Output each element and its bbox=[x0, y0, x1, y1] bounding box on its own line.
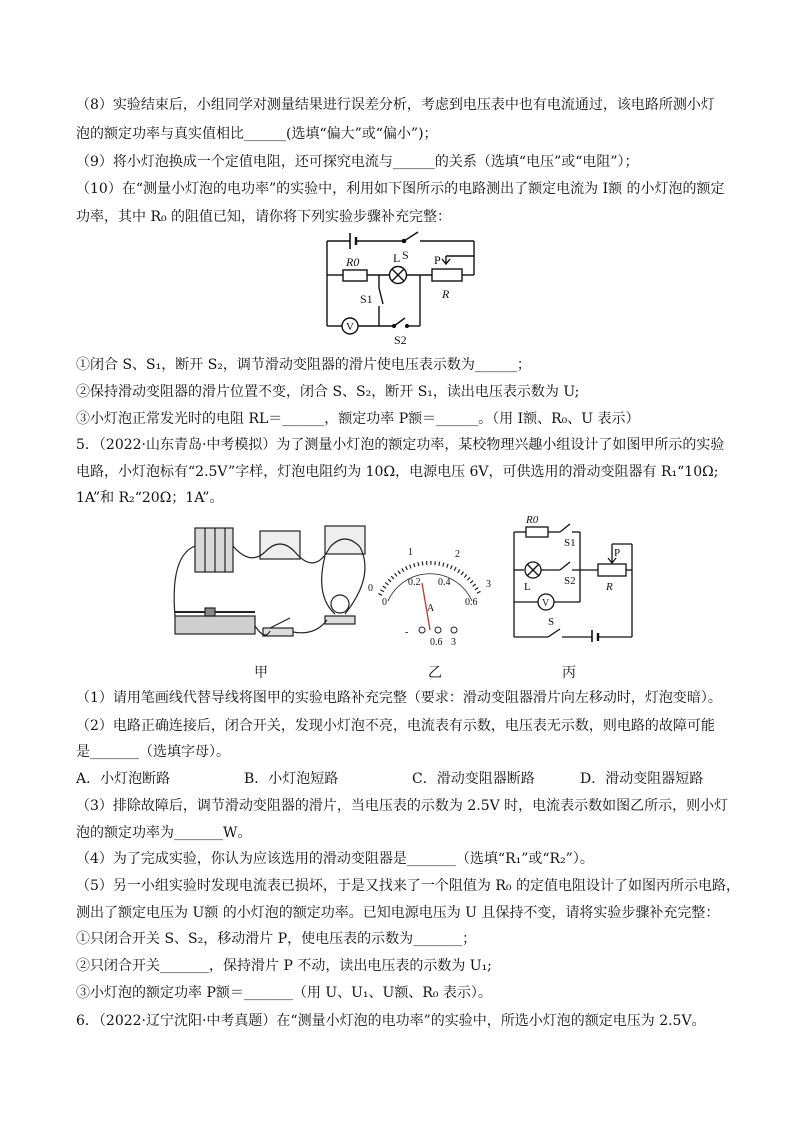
q4-fig-label-R: R bbox=[442, 287, 450, 301]
ammeter-unit: A bbox=[427, 603, 435, 614]
bing-label-S: S bbox=[548, 616, 555, 628]
q5-header-line1: 5．（2022·山东青岛·中考模拟）为了测量小灯泡的额定功率，某校物理兴趣小组设计了如图甲所示的实验 bbox=[76, 437, 725, 453]
ammeter-terminal-3: 3 bbox=[451, 637, 456, 645]
ammeter-bottom-02: 0.2 bbox=[408, 577, 421, 588]
q5-figure-jia-apparatus bbox=[165, 516, 375, 646]
q4-fig-label-S2: S2 bbox=[394, 333, 407, 346]
q5-figure-bing-circuit bbox=[508, 512, 638, 642]
q5-part1: （1）请用笔画线代替导线将图甲的实验电路补充完整（要求：滑动变阻器滑片向左移动时，灯泡变暗）。 bbox=[76, 690, 722, 706]
q4-fig-label-P: P bbox=[434, 253, 441, 267]
q5-part3-line2: 泡的额定功率为_______W。 bbox=[76, 825, 252, 841]
q4-fig-label-V: V bbox=[346, 321, 354, 333]
caption-bing: 丙 bbox=[562, 665, 576, 681]
ammeter-top-2: 2 bbox=[455, 549, 460, 560]
ammeter-top-1: 1 bbox=[408, 547, 413, 558]
ammeter-bottom-04: 0.4 bbox=[438, 577, 451, 588]
q4-part8-line2: 泡的额定功率与真实值相比______(选填“偏大”或“偏小”)； bbox=[76, 126, 438, 142]
bing-label-R: R bbox=[606, 581, 613, 593]
q5-option-b: B．小灯泡短路 bbox=[244, 771, 339, 787]
q5-step1: ①只闭合开关 S、S₂，移动滑片 P，使电压表的示数为_______； bbox=[76, 931, 477, 947]
q5-part3-line1: （3）排除故障后，调节滑动变阻器的滑片，当电压表的示数为 2.5V 时，电流表示数如图乙所示，则小灯 bbox=[76, 798, 729, 814]
q5-step3: ③小灯泡的额定功率 P额＝_______（用 U、U₁、U额、R₀ 表示）。 bbox=[76, 985, 492, 1001]
q4-step1: ①闭合 S、S₁，断开 S₂，调节滑动变阻器的滑片使电压表示数为______； bbox=[76, 357, 531, 373]
q6-header: 6．（2022·辽宁沈阳·中考真题）在“测量小灯泡的电功率”的实验中，所选小灯泡的额定电压为 2.5V。 bbox=[76, 1013, 706, 1029]
ammeter-top-3: 3 bbox=[486, 579, 491, 590]
q5-step2: ②只闭合开关_______，保持滑片 P 不动，读出电压表的示数为 U₁; bbox=[76, 958, 492, 974]
q4-step2: ②保持滑动变阻器的滑片位置不变，闭合 S、S₂，断开 S₁，读出电压表示数为 U; bbox=[76, 384, 580, 400]
q5-part2-line1: （2）电路正确连接后，闭合开关，发现小灯泡不亮，电流表有示数，电压表无示数，则电路的故障可能 bbox=[76, 718, 715, 734]
ammeter-terminal-06: 0.6 bbox=[430, 637, 443, 645]
q5-header-line3: 1A”和 R₂“20Ω；1A”。 bbox=[76, 490, 224, 506]
bing-label-S2: S2 bbox=[564, 575, 576, 587]
q5-figure-yi-ammeter bbox=[360, 545, 500, 645]
ammeter-minus: - bbox=[405, 627, 409, 638]
q4-part9: （9）将小灯泡换成一个定值电阻，还可探究电流与______的关系（选填“电压”或“电阻”）； bbox=[76, 154, 639, 170]
ammeter-top-0: 0 bbox=[368, 583, 373, 594]
caption-jia: 甲 bbox=[254, 665, 268, 681]
bing-label-L: L bbox=[524, 581, 531, 593]
q5-part4: （4）为了完成实验，你认为应该选用的滑动变阻器是_______（选填“R₁”或“R₂”）。 bbox=[76, 851, 594, 867]
q4-fig-label-S1: S1 bbox=[360, 292, 373, 306]
caption-yi: 乙 bbox=[428, 665, 442, 681]
q4-circuit-diagram bbox=[310, 226, 490, 346]
q4-fig-label-S: S bbox=[402, 248, 409, 262]
bing-label-S1: S1 bbox=[564, 537, 576, 549]
q4-fig-label-L: L bbox=[393, 251, 401, 265]
q5-option-a: A．小灯泡断路 bbox=[76, 771, 171, 787]
bing-label-V: V bbox=[542, 598, 550, 609]
q5-part5-line1: （5）另一小组实验时发现电流表已损坏，于是又找来了一个阻值为 R₀ 的定值电阻设计了如图丙所示电路， bbox=[76, 878, 740, 894]
ammeter-bottom-06: 0.6 bbox=[465, 597, 478, 608]
q4-part8-line1: （8）实验结束后，小组同学对测量结果进行误差分析，考虑到电压表中也有电流通过，该电路所测小灯 bbox=[76, 97, 715, 113]
q4-part10-line1: （10）在“测量小灯泡的电功率”的实验中，利用如下图所示的电路测出了额定电流为 I额 的小灯泡的额定 bbox=[76, 181, 725, 197]
q5-header-line2: 电路，小灯泡标有“2.5V”字样，灯泡电阻约为 10Ω，电源电压 6V，可供选用的滑动变阻器有 R₁“10Ω; bbox=[76, 464, 719, 480]
q4-fig-label-R0: R0 bbox=[346, 255, 360, 269]
q4-part10-line2: 功率，其中 R₀ 的阻值已知，请你将下列实验步骤补充完整： bbox=[76, 209, 452, 225]
q5-option-c: C．滑动变阻器断路 bbox=[412, 771, 535, 787]
q5-part5-line2: 测出了额定电压为 U额 的小灯泡的额定功率。已知电源电压为 U 且保持不变，请将实验步骤补充完整： bbox=[76, 905, 720, 921]
q5-option-d: D．滑动变阻器短路 bbox=[580, 771, 704, 787]
bing-label-R0: R0 bbox=[526, 514, 539, 526]
q4-step3: ③小灯泡正常发光时的电阻 RL＝______，额定功率 P额＝______。（用 I额、R₀、U 表示） bbox=[76, 411, 640, 427]
bing-label-P: P bbox=[614, 547, 621, 559]
q5-part2-line2: 是_______（选填字母）。 bbox=[76, 744, 230, 760]
ammeter-bottom-0: 0 bbox=[382, 597, 387, 608]
